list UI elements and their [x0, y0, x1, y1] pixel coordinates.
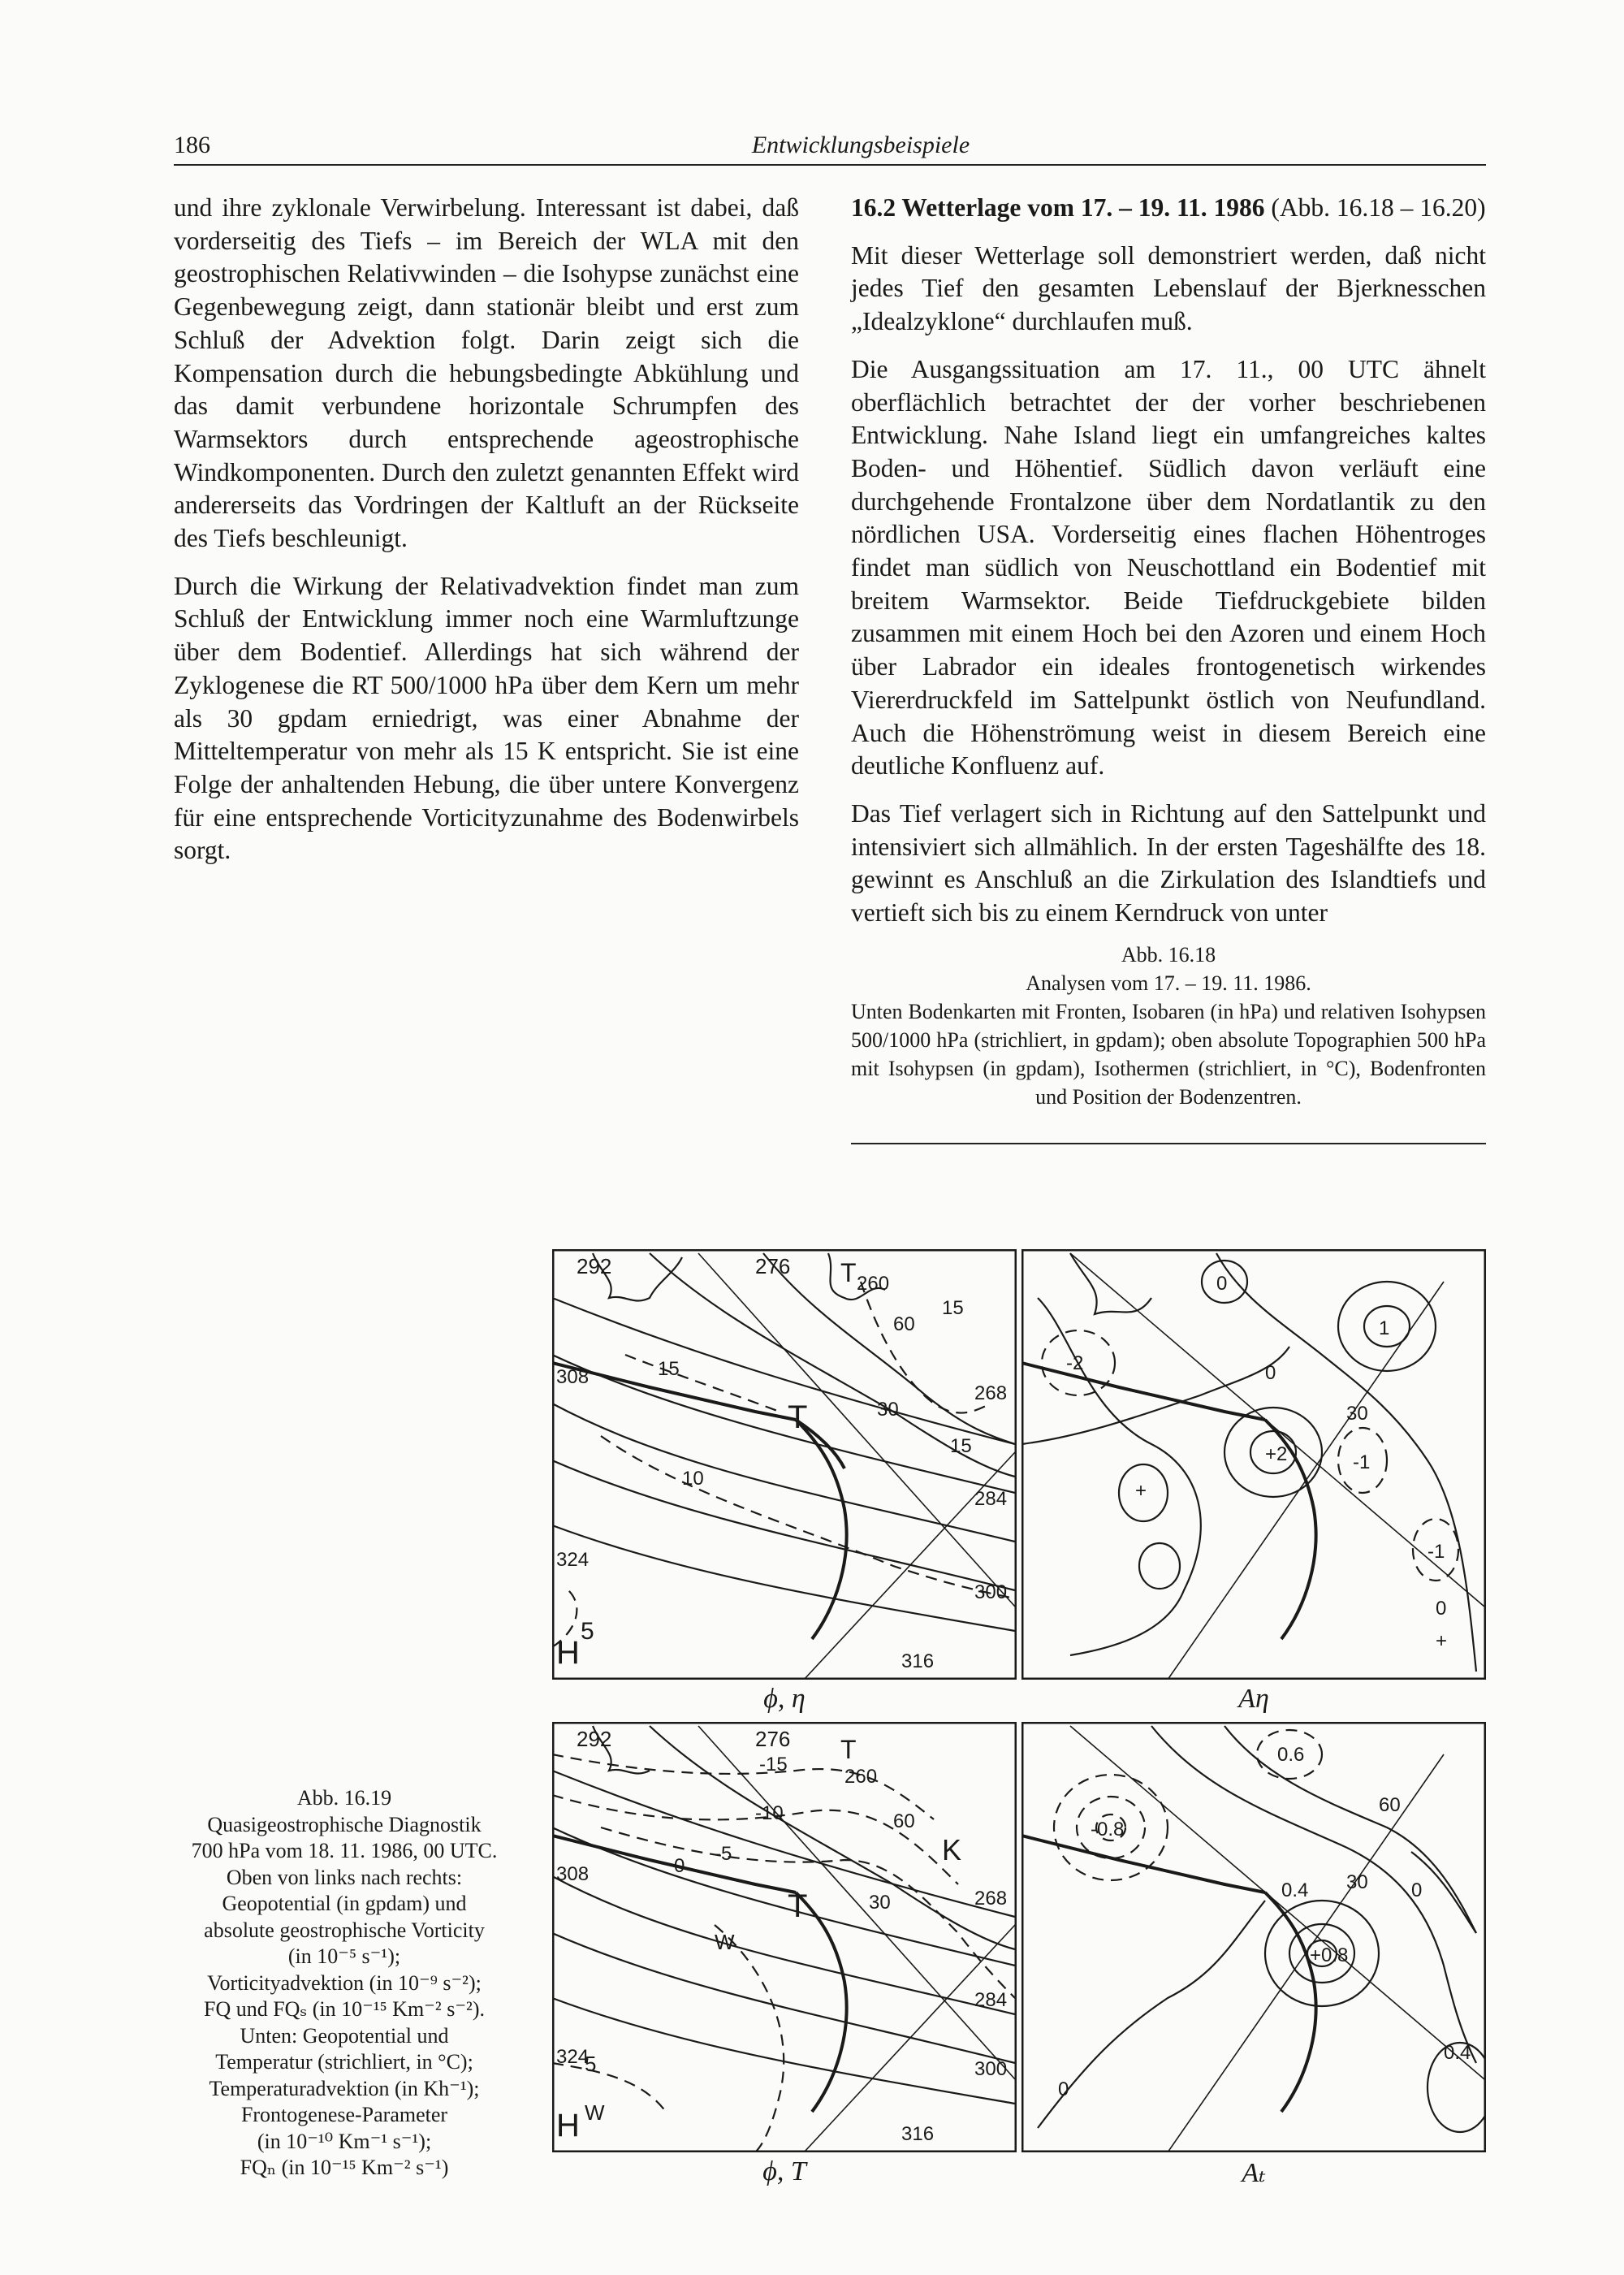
contour-label: 1 — [1379, 1317, 1390, 1339]
front-line — [1021, 1363, 1265, 1420]
caption-line: FQ und FQₛ (in 10⁻¹⁵ Km⁻² s⁻²). — [203, 1997, 485, 2021]
contour-label: -5 — [715, 1843, 732, 1865]
front-line — [1021, 1836, 1265, 1892]
advection-contour — [1224, 1726, 1476, 1933]
contour-label: -15 — [759, 1754, 788, 1775]
low-marker: T — [840, 1735, 857, 1764]
vorticity-dashed — [861, 1282, 991, 1413]
isotherm-dashed — [715, 1925, 784, 2152]
isohypse-line — [552, 1525, 1015, 1631]
caption-line: Vorticityadvektion (in 10⁻⁹ s⁻²); — [207, 1970, 482, 1995]
contour-label: 5 — [585, 2052, 597, 2076]
map-temperature-advection — [1021, 1722, 1486, 2188]
low-marker: T — [788, 1888, 808, 1924]
section-line — [1070, 1726, 1484, 2079]
contour-label: 276 — [755, 1254, 791, 1278]
contour-label: 260 — [857, 1273, 890, 1295]
contour-label: 0.4 — [1444, 2042, 1471, 2064]
advection-contour — [1139, 1543, 1180, 1589]
caption-line: Temperaturadvektion (in Kh⁻¹); — [209, 2076, 480, 2100]
contour-label: 60 — [893, 1313, 915, 1335]
contour-label: -2 — [1066, 1352, 1084, 1374]
contour-label: 284 — [974, 1488, 1008, 1510]
caption-line: Abb. 16.19 — [296, 1786, 392, 1810]
contour-label: 292 — [577, 1727, 612, 1751]
contour-label: 30 — [877, 1399, 899, 1421]
map-geopotential-temperature — [552, 1722, 1017, 2186]
contour-label: + — [1436, 1630, 1448, 1652]
panel-label: ϕ, T — [762, 2156, 806, 2186]
map-geopotential-vorticity — [552, 1249, 1017, 1714]
caption-line: Temperatur (strichliert, in °C); — [215, 2050, 473, 2074]
contour-label: +0.8 — [1310, 1944, 1349, 1966]
caption-line: (in 10⁻¹⁰ Km⁻¹ s⁻¹); — [257, 2129, 432, 2153]
caption-line: Oben von links nach rechts: — [226, 1865, 463, 1889]
vorticity-dashed — [601, 1436, 1015, 1598]
contour-label: 60 — [1379, 1794, 1401, 1816]
contour-label: +2 — [1265, 1443, 1288, 1465]
panel-label: Aη — [1238, 1684, 1269, 1714]
contour-label: 0 — [674, 1855, 685, 1877]
caption-line: absolute geostrophische Vorticity — [204, 1918, 485, 1942]
figure-caption-16-18 — [851, 941, 1486, 1111]
section-line — [804, 1925, 1015, 2152]
isohypse-line — [552, 1355, 1015, 1493]
contour-label: 292 — [577, 1254, 612, 1278]
caption-line: 700 hPa vom 18. 11. 1986, 00 UTC. — [191, 1839, 498, 1862]
advection-contour — [1038, 1901, 1265, 2128]
isotherm-dashed — [552, 2063, 666, 2112]
map-frame — [1022, 1723, 1485, 2152]
contour-label: 30 — [1346, 1871, 1368, 1893]
contour-label: -1 — [1353, 1451, 1371, 1473]
isohypse-line — [552, 1876, 1015, 2014]
figure-caption-16-19 — [174, 1785, 515, 2182]
cold-marker: K — [942, 1833, 962, 1866]
section-line — [698, 1253, 1015, 1607]
isohypse-line — [552, 1298, 1015, 1444]
contour-label: 5 — [581, 1618, 594, 1645]
contour-label: 268 — [974, 1888, 1008, 1910]
high-marker: H — [556, 1635, 580, 1671]
contour-label: W — [715, 1930, 735, 1954]
contour-label: 30 — [869, 1892, 891, 1914]
caption-line: Frontogenese-Parameter — [240, 2103, 448, 2126]
front-line — [796, 1420, 847, 1639]
map-vorticity-advection — [1021, 1249, 1486, 1714]
front-line — [796, 1892, 847, 2112]
running-title: Entwicklungsbeispiele — [751, 132, 970, 158]
isohypse-line — [552, 1998, 1015, 2104]
caption-line: Geopotential (in gpdam) und — [222, 1892, 467, 1915]
caption-text: Unten Bodenkarten mit Fronten, Isobaren (in hPa) und relativen Isohypsen 500/1000 hPa (strichliert, in gpdam); oben absolute Topographien 500 hPa mit Isohypsen (in gpdam), Isothermen (strichliert, in °C), Bodenfronten und Position der Bodenzentren. — [851, 1000, 1486, 1109]
caption-line: Unten: Geopotential und — [240, 2023, 449, 2048]
paragraph: und ihre zyklonale Verwirbelung. Interessant ist dabei, daß vorderseitig des Tiefs – im Bereich der WLA mit den geostrophischen Relativwinden – die Isohypse zunächst eine Gegenbewegung zeigt, dann stationär bleibt und erst zum Schluß der Advektion folgt. Darin zeigt sich die Kompensation durch die hebungsbedingte Abkühlung und das damit verbundene horizontale Schrumpfen des Warmsektors durch entsprechende ageostrophische Windkomponenten. Durch den zuletzt genannten Effekt wird andererseits das Vordringen der Kaltluft an der Rückseite des Tiefs beschleunigt. — [174, 193, 799, 553]
contour-label: W — [585, 2100, 605, 2125]
low-marker: T — [840, 1258, 857, 1287]
paragraph: Durch die Wirkung der Relativadvektion findet man zum Schluß der Entwicklung immer noch eine Warmluftzunge über dem Bodentief. Allerdings hat sich während der Zyklogenese die RT 500/1000 hPa über dem Kern um mehr als 30 gpdam erniedrigt, was einer Abnahme der Mitteltemperatur von mehr als 15 K entspricht. Sie ist eine Folge der anhaltenden Hebung, die über untere Konvergenz für eine entsprechende Vorticityzunahme des Bodenwirbels sorgt. — [174, 571, 799, 865]
section-line — [1070, 1253, 1484, 1607]
header-rule — [174, 164, 1486, 166]
caption-rule — [851, 1143, 1486, 1144]
contour-label: 10 — [682, 1468, 704, 1490]
section-line — [804, 1452, 1015, 1680]
contour-label: 0 — [1411, 1879, 1423, 1901]
contour-label: 324 — [556, 1549, 590, 1571]
contour-label: 0.6 — [1277, 1744, 1305, 1766]
contour-label: -1 — [1427, 1541, 1445, 1563]
contour-label: 324 — [556, 2046, 590, 2068]
contour-label: 308 — [556, 1366, 590, 1388]
coastline — [1070, 1253, 1151, 1314]
contour-label: -10 — [755, 1802, 784, 1824]
contour-label: 0.4 — [1281, 1879, 1309, 1901]
caption-line: FQₙ (in 10⁻¹⁵ Km⁻² s⁻¹) — [240, 2156, 449, 2179]
contour-label: -0.8 — [1091, 1819, 1125, 1840]
caption-title: Abb. 16.18 — [1121, 943, 1216, 967]
contour-label: 30 — [1346, 1403, 1368, 1425]
caption-line: Quasigeostrophische Diagnostik — [207, 1812, 482, 1836]
contour-label: 15 — [942, 1297, 964, 1319]
section-heading — [851, 192, 1486, 225]
paragraph: Die Ausgangssituation am 17. 11., 00 UTC ähnelt oberflächlich betrachtet der der vorher beschriebenen Entwicklung. Nahe Island liegt ein umfangreiches kaltes Boden- und Höhentief. Südlich davon verläuft eine durchgehende Frontalzone über dem Nordatlantik zu den nördlichen USA. Vorderseitig eines flachen Höhentroges findet man südlich von Neuschottland ein Bodentief mit breitem Warmsektor. Beide Tiefdruckgebiete bilden zusammen mit einem Hoch bei den Azoren und einem Hoch über Labrador ein ideales frontogenetisch wirkendes Viererdruckfeld im Sattelpunkt östlich von Neufundland. Auch die Höhenströmung weist in diesem Bereich eine deutliche Konfluenz auf. — [851, 354, 1486, 781]
caption-subtitle: Analysen vom 17. – 19. 11. 1986. — [1026, 971, 1311, 995]
caption-line: (in 10⁻⁵ s⁻¹); — [287, 1944, 401, 1968]
section-heading-title: 16.2 Wetterlage vom 17. – 19. 11. 1986 — [851, 193, 1265, 222]
contour-label: 300 — [974, 2058, 1008, 2080]
low-marker: T — [788, 1399, 808, 1435]
isohypse-line — [552, 1403, 1015, 1542]
left-column — [174, 192, 799, 882]
contour-label: 60 — [893, 1810, 915, 1832]
contour-label: 316 — [901, 1650, 935, 1672]
contour-label: 0 — [1265, 1362, 1276, 1384]
contour-label: 15 — [658, 1358, 680, 1380]
advection-contour — [1038, 1298, 1201, 1655]
map-frame — [553, 1723, 1016, 2152]
contour-label: 260 — [844, 1766, 878, 1788]
high-marker: H — [556, 2108, 580, 2143]
panel-label: ϕ, η — [763, 1684, 806, 1714]
contour-label: 0 — [1058, 2078, 1069, 2100]
paragraph: Mit dieser Wetterlage soll demonstriert werden, daß nicht jedes Tief den gesamten Lebenslauf der Bjerknesschen „Idealzyklone“ durchlaufen muß. — [851, 240, 1486, 336]
contour-label: 15 — [950, 1435, 972, 1457]
contour-label: 316 — [901, 2123, 935, 2145]
page-number: 186 — [174, 132, 210, 158]
vorticity-dashed — [625, 1355, 780, 1412]
panel-label: Aₜ — [1242, 2158, 1266, 2188]
contour-label: 0 — [1216, 1273, 1228, 1295]
contour-label: 0 — [1436, 1598, 1447, 1620]
paragraph: Das Tief verlagert sich in Richtung auf den Sattelpunkt und intensiviert sich allmählich. In der ersten Tageshälfte des 18. gewinnt es Anschluß an die Zirkulation des Islandtiefs und vertieft sich bis zu einem Kerndruck von unter — [851, 798, 1486, 928]
section-heading-ref: (Abb. 16.18 – 16.20) — [1264, 193, 1486, 222]
advection-contour — [1151, 1726, 1476, 2063]
contour-label: 268 — [974, 1382, 1008, 1404]
contour-label: 276 — [755, 1727, 791, 1751]
right-column — [851, 192, 1486, 945]
contour-label: 300 — [974, 1581, 1008, 1603]
contour-label: + — [1135, 1480, 1147, 1502]
contour-label: 284 — [974, 1989, 1008, 2011]
contour-label: 308 — [556, 1863, 590, 1885]
